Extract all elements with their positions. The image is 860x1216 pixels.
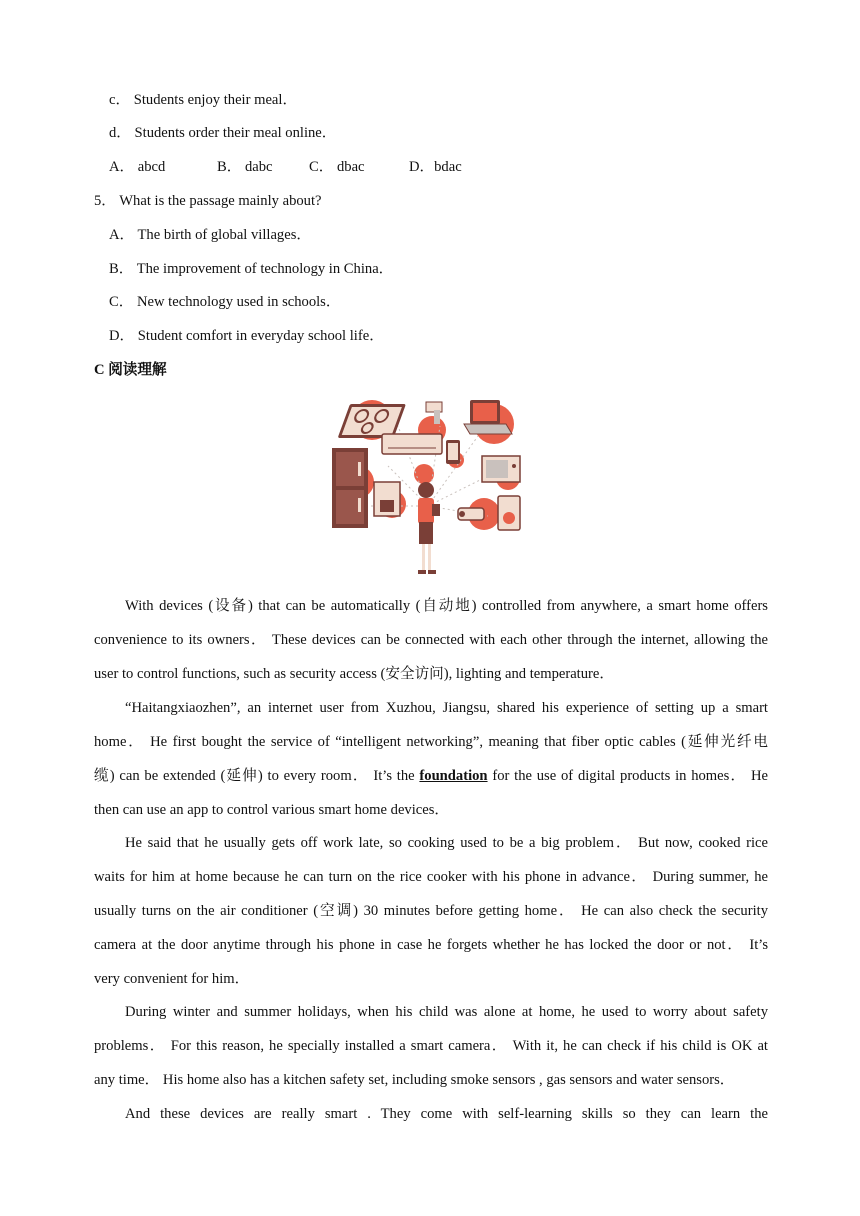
p1-line-1: With devices (设备) that can be automatically (自动地) controlled from anywhere, a smart home offers <box>125 598 768 614</box>
q4-item-d: d． Students order their meal online． <box>109 125 337 141</box>
q5-option-a: A． The birth of global villages． <box>109 227 311 243</box>
microwave-icon <box>482 456 520 482</box>
p4-line-3: any time． His home also has a kitchen safety set, including smoke sensors , gas sensors and water sensors． <box>94 1072 735 1088</box>
q4-option-b: B． dabc <box>217 159 273 175</box>
q4-option-c: C． dbac <box>309 159 365 175</box>
p2-line-1: “Haitangxiaozhen”, an internet user from Xuzhou, Jiangsu, shared his experience of setting up a smart <box>125 700 768 716</box>
p1-line-2: convenience to its owners． These devices can be connected with each other through the internet, allowing the <box>94 632 768 648</box>
air-conditioner-icon <box>382 434 442 454</box>
fridge-icon <box>332 448 368 528</box>
q5-stem: 5． What is the passage mainly about? <box>94 193 322 209</box>
q5-option-b: B． The improvement of technology in China． <box>109 261 394 277</box>
p2-line-3-end: for the use of digital products in homes． He <box>492 768 768 784</box>
q4-option-d: D．bdac <box>409 159 462 175</box>
p3-line-5: very convenient for him． <box>94 971 250 987</box>
p1-line-3: user to control functions, such as security access (安全访问), lighting and temperature． <box>94 666 614 682</box>
p2-line-2: home． He first bought the service of “intelligent networking”, meaning that fiber optic cables (延伸光纤电 <box>94 734 768 750</box>
p2-line-3 <box>94 766 768 786</box>
cctv-icon <box>458 508 484 520</box>
q4-option-a: A． abcd <box>109 159 166 175</box>
p5-line-1: And these devices are really smart . They come with self-learning skills so they can learn the <box>125 1106 768 1122</box>
p4-line-1: During winter and summer holidays, when his child was alone at home, he used to worry about safety <box>125 1004 768 1020</box>
q5-option-c: C． New technology used in schools． <box>109 294 341 310</box>
p2-line-3-start: 缆) can be extended (延伸) to every room． It’s the <box>94 768 415 784</box>
p3-line-2: waits for him at home because he can turn on the rice cooker with his phone in advance． During summer, he <box>94 869 768 885</box>
p4-line-2: problems． For this reason, he specially installed a smart camera． With it, he can check if his child is OK at <box>94 1038 768 1054</box>
p3-line-3: usually turns on the air conditioner (空调) 30 minutes before getting home． He can also check the security <box>94 903 768 919</box>
p3-line-1: He said that he usually gets off work late, so cooking used to be a big problem． But now, cooked rice <box>125 835 768 851</box>
section-title: C 阅读理解 <box>94 362 167 378</box>
p2-line-4: then can use an app to control various smart home devices． <box>94 802 450 818</box>
bg-circle-5 <box>414 464 434 484</box>
smart-speaker-icon <box>498 496 520 530</box>
phone-icon <box>446 440 460 464</box>
p3-line-4: camera at the door anytime through his phone in case he forgets whether he has locked the door or not． It’s <box>94 937 768 953</box>
woman-figure <box>418 482 440 574</box>
cooktop-icon <box>338 404 406 438</box>
smart-home-illustration <box>328 396 532 582</box>
q5-option-d: D． Student comfort in everyday school life． <box>109 328 384 344</box>
keyword-foundation: foundation <box>419 768 488 784</box>
q4-item-c: c． Students enjoy their meal． <box>109 92 298 108</box>
coffee-maker-icon <box>374 482 400 516</box>
